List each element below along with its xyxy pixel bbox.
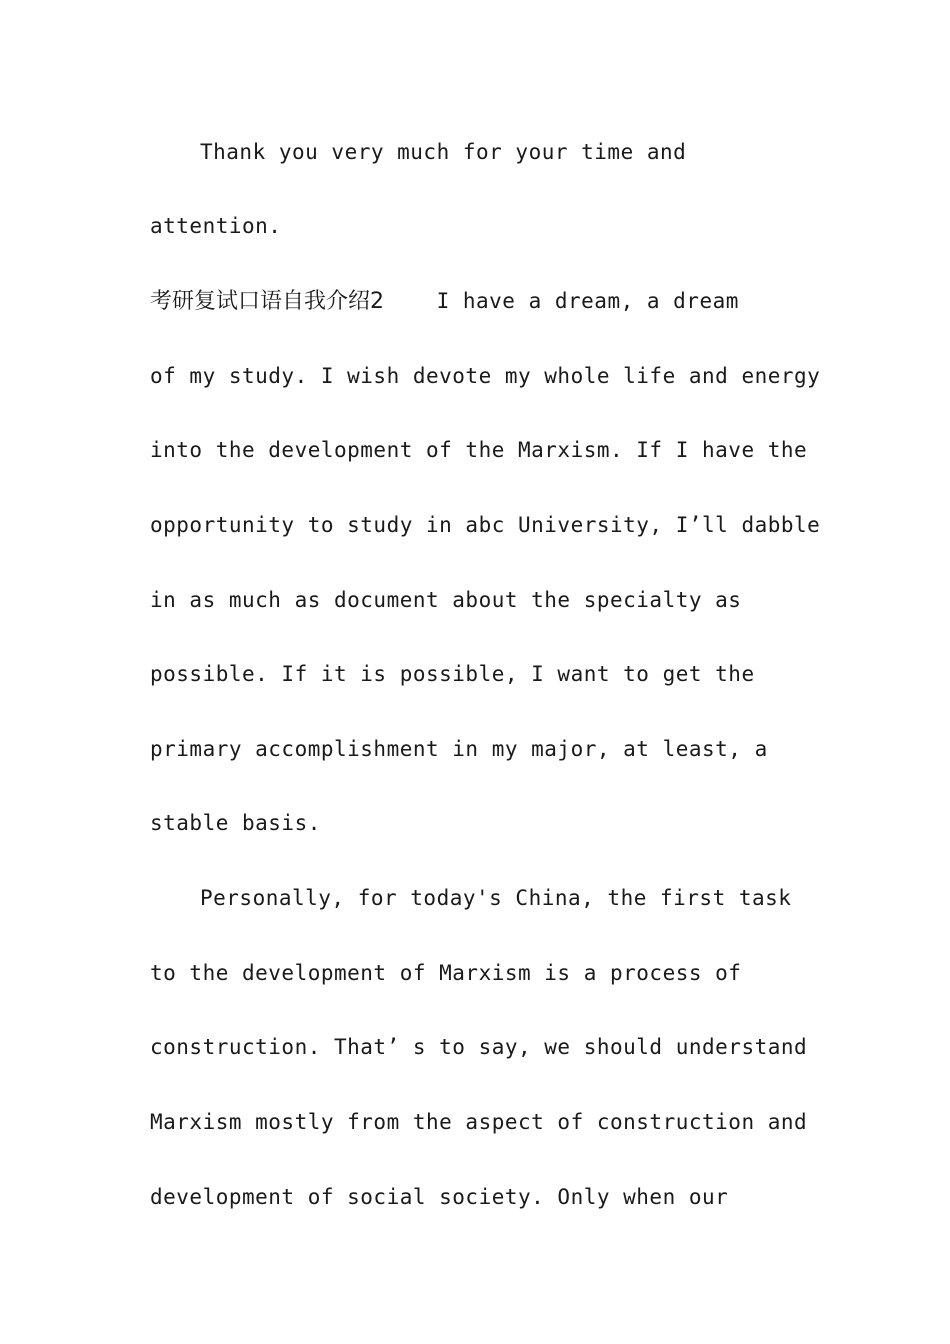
paragraph-line: development of social society. Only when our (150, 1185, 729, 1209)
section-heading: 考研复试口语自我介绍2 (150, 289, 384, 314)
paragraph-line: construction. That’ s to say, we should understand (150, 1035, 808, 1059)
paragraph-line: stable basis. (150, 811, 321, 835)
section-heading-line (150, 286, 739, 317)
paragraph-line: attention. (150, 214, 282, 238)
paragraph-line: to the development of Marxism is a process of (150, 961, 742, 985)
paragraph-line: possible. If it is possible, I want to get the (150, 662, 755, 686)
paragraph-line: Thank you very much for your time and (200, 140, 687, 164)
paragraph-line: I have a dream, a dream (436, 289, 739, 313)
paragraph-line: of my study. I wish devote my whole life and energy (150, 364, 821, 388)
paragraph-line: Personally, for today's China, the first task (200, 886, 792, 910)
paragraph-line: opportunity to study in abc University, I’ll dabble (150, 513, 821, 537)
paragraph-line: primary accomplishment in my major, at least, a (150, 737, 768, 761)
paragraph-line: into the development of the Marxism. If I have the (150, 438, 808, 462)
paragraph-line: Marxism mostly from the aspect of construction and (150, 1110, 808, 1134)
paragraph-line: in as much as document about the specialty as (150, 588, 742, 612)
